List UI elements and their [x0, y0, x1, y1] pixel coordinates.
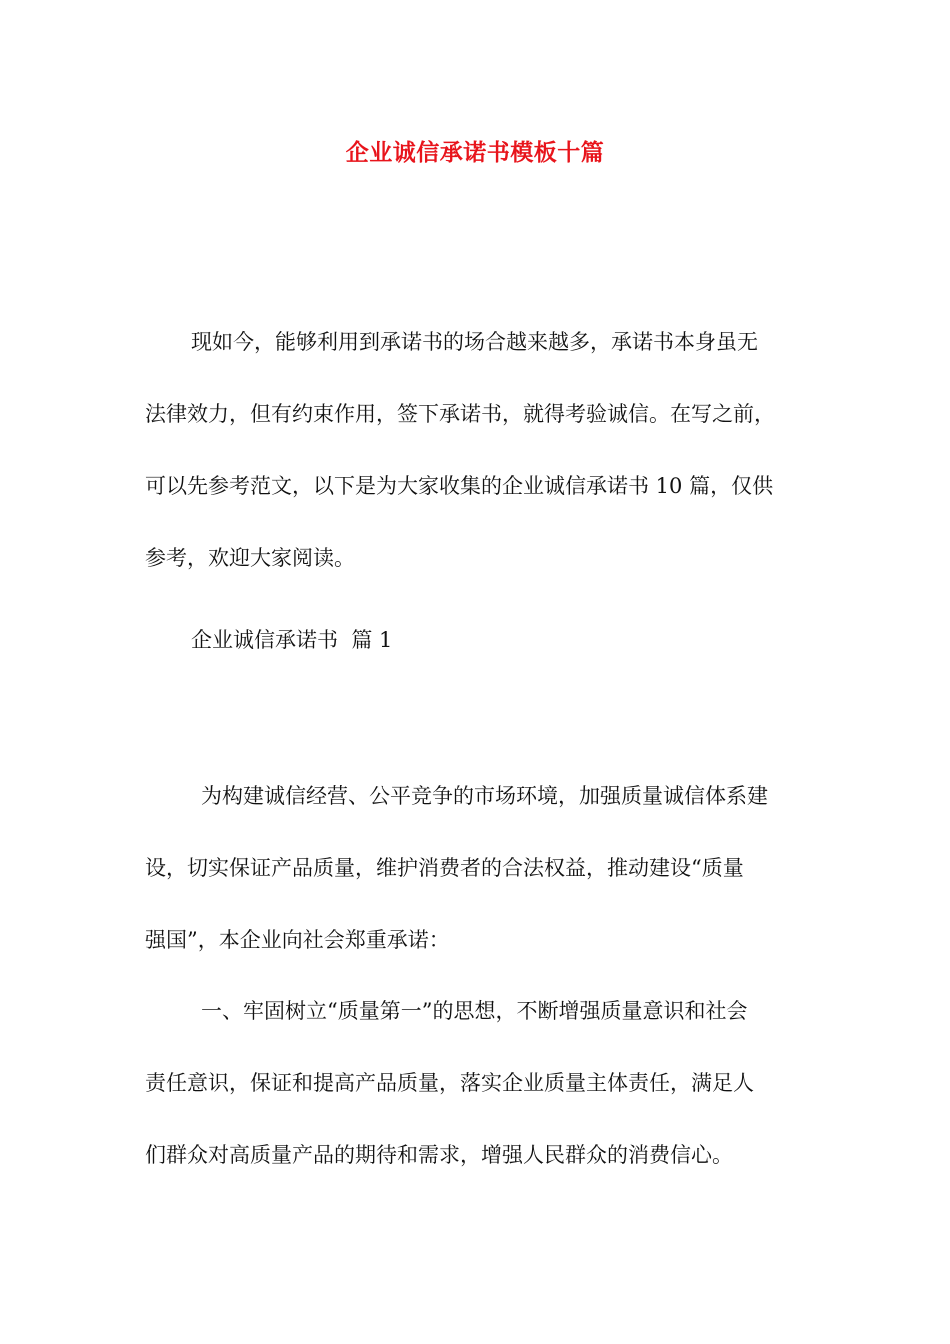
section-heading: 企业诚信承诺书 篇 1 [191, 628, 393, 652]
intro-line: 法律效力，但有约束作用，签下承诺书，就得考验诚信。在写之前， [145, 402, 775, 426]
intro-paragraph [145, 306, 811, 594]
commitment-line: 为构建诚信经营、公平竞争的市场环境，加强质量诚信体系建 [201, 784, 768, 808]
item-one-line: 责任意识，保证和提高产品质量，落实企业质量主体责任，满足人 [145, 1071, 754, 1095]
item-one-line: 们群众对高质量产品的期待和需求，增强人民群众的消费信心。 [145, 1143, 733, 1167]
commitment-line: 设，切实保证产品质量，维护消费者的合法权益，推动建设“质量 [145, 856, 744, 880]
item-one-line: 一、牢固树立“质量第一”的思想，不断增强质量意识和社会 [201, 999, 748, 1023]
document-title: 企业诚信承诺书模板十篇 [345, 139, 605, 166]
commitment-line: 强国”，本企业向社会郑重承诺： [145, 928, 450, 952]
intro-line: 现如今，能够利用到承诺书的场合越来越多，承诺书本身虽无 [191, 330, 758, 354]
commitment-paragraph [145, 760, 811, 976]
intro-line: 参考，欢迎大家阅读。 [145, 546, 355, 570]
item-one-paragraph [145, 975, 811, 1191]
intro-line: 可以先参考范文，以下是为大家收集的企业诚信承诺书 10 篇，仅供 [145, 474, 774, 498]
